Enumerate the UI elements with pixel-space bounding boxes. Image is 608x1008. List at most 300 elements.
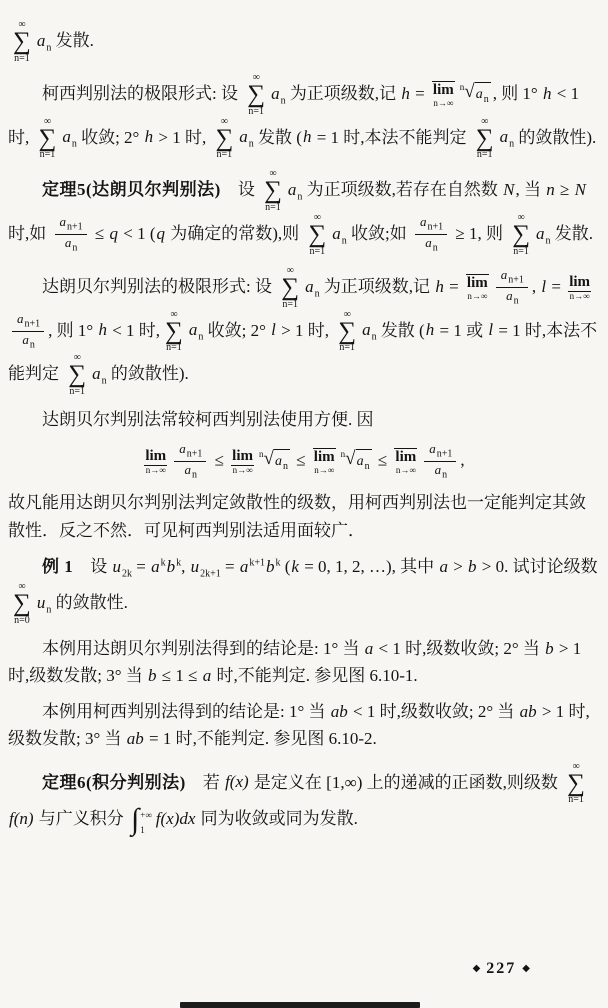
sigma-symbol: ∑	[13, 590, 31, 618]
var-subscript: n+1	[24, 318, 41, 330]
text-run: 为正项级数,若存在自然数	[302, 180, 503, 200]
math-var: f(x)	[225, 772, 249, 792]
paragraph	[8, 442, 598, 481]
var-subscript: n+1	[186, 448, 203, 460]
sum-lower-limit: n=1	[309, 245, 326, 257]
text-run: ≤	[373, 450, 392, 470]
var-subscript: n	[371, 331, 377, 343]
math-var: h	[543, 83, 552, 103]
var-superscript: k+1	[249, 557, 265, 569]
sum-upper-limit: ∞	[517, 212, 525, 223]
sum-upper-limit: ∞	[18, 581, 26, 593]
math-fraction	[424, 442, 456, 481]
sum-upper-limit: ∞	[73, 352, 81, 364]
math-var	[91, 364, 107, 387]
sum-upper-limit: ∞	[481, 115, 489, 127]
var-subscript: n	[101, 375, 107, 387]
var-subscript: n	[432, 242, 438, 254]
limit-subscript: n→∞	[467, 291, 488, 302]
limit-subscript: n→∞	[145, 465, 166, 476]
math-sum	[13, 582, 31, 626]
limit-word: lim	[145, 448, 167, 465]
math-sum	[338, 310, 356, 354]
math-var	[188, 320, 204, 343]
sigma-symbol: ∑	[308, 221, 327, 248]
text-run: < 1 (	[118, 223, 156, 243]
var-superscript: k	[160, 557, 166, 569]
math-sum	[512, 213, 530, 257]
var-subscript: n+1	[436, 448, 453, 460]
sigma-symbol: ∑	[215, 124, 234, 152]
sum-upper-limit: ∞	[252, 71, 260, 83]
text-run: 时,不能判定. 参见图 6.10-1.	[212, 666, 418, 686]
var-letter: a	[239, 556, 249, 576]
var-subscript: n	[483, 93, 489, 105]
integral-upper-limit: +∞	[140, 809, 152, 820]
var-letter: a	[17, 310, 24, 326]
var-letter: a	[362, 320, 371, 340]
limit-word: lim	[569, 274, 591, 291]
var-superscript: k	[275, 557, 281, 569]
math-fraction	[55, 215, 87, 254]
fraction-numerator	[415, 215, 447, 235]
text-run: 为正项级数,记	[285, 83, 401, 103]
limit-word: lim	[313, 449, 335, 466]
text-run: 同为收敛或同为发散.	[196, 809, 358, 829]
text-run: > 1 时,级数发散; 3° 当	[8, 638, 582, 686]
var-letter: a	[179, 441, 186, 457]
sum-upper-limit: ∞	[343, 308, 351, 320]
limit-word: lim	[466, 275, 488, 292]
paragraph	[8, 553, 598, 626]
var-letter: a	[419, 214, 427, 230]
var-subscript: n	[72, 242, 78, 254]
radical-symbol: √	[464, 80, 475, 102]
math-var	[265, 557, 281, 576]
var-letter: a	[92, 364, 101, 384]
limit-word: lim	[395, 449, 417, 466]
text-run: > 0. 试讨论级数	[477, 556, 598, 576]
math-limit	[144, 448, 167, 475]
var-letter: a	[499, 127, 509, 147]
root-index: n	[259, 448, 264, 459]
fraction-numerator	[496, 268, 528, 288]
sum-upper-limit: ∞	[220, 115, 228, 127]
math-var	[270, 83, 286, 106]
var-subscript: n	[198, 331, 204, 343]
math-var: q	[156, 223, 165, 243]
text-run: > 1 时,级数发散; 3° 当	[8, 702, 590, 749]
sigma-symbol: ∑	[165, 317, 183, 345]
sigma-symbol: ∑	[38, 124, 57, 152]
var-subscript: n	[545, 235, 551, 247]
fraction-denominator	[424, 235, 438, 254]
sum-upper-limit: ∞	[269, 168, 277, 180]
var-letter: b	[166, 556, 176, 576]
radical-symbol: √	[263, 447, 274, 469]
var-subscript: n	[248, 138, 254, 150]
sigma-symbol: ∑	[512, 221, 531, 248]
text-run: ,	[460, 450, 465, 470]
text-run: 与广义积分	[34, 809, 129, 829]
paragraph	[8, 635, 598, 689]
theorem-label: 定理6(积分判别法)	[42, 772, 186, 792]
math-limit	[466, 274, 489, 301]
text-run: = 0, 1, 2, …), 其中	[299, 556, 439, 576]
math-limit	[432, 81, 455, 108]
page-number-value: 227	[486, 960, 517, 977]
var-subscript: n+1	[67, 221, 83, 233]
math-var: N	[503, 180, 515, 200]
fraction-numerator	[55, 215, 87, 235]
text-run: 发散 (	[376, 320, 425, 340]
text-run: 发散 (	[253, 127, 302, 147]
text-run: = 1 时,不能判定. 参见图 6.10-2.	[144, 729, 377, 749]
sum-lower-limit: n=1	[339, 342, 355, 354]
limit-subscript: n→∞	[395, 465, 416, 476]
text-run: ≤	[210, 450, 229, 470]
math-nth-root	[460, 82, 491, 108]
sum-lower-limit: n=1	[282, 298, 298, 310]
var-subscript: n	[364, 460, 370, 472]
sigma-symbol: ∑	[475, 124, 494, 152]
text-run: < 1 时,级数收敛; 2° 当	[348, 702, 519, 722]
paragraph	[8, 762, 598, 836]
var-letter: a	[274, 453, 282, 469]
var-subscript: n	[442, 469, 448, 481]
root-index: n	[459, 81, 465, 92]
math-var: h	[401, 83, 410, 103]
limit-subscript: n→∞	[569, 291, 590, 302]
fraction-numerator	[174, 442, 206, 462]
math-var	[150, 557, 166, 576]
math-var	[499, 127, 515, 150]
sum-lower-limit: n=1	[568, 794, 584, 806]
page-number-ornament-right: ◆	[522, 963, 530, 974]
paragraph	[8, 698, 598, 752]
text-run: ≤	[90, 223, 109, 243]
text-run: 的敛散性.	[51, 592, 128, 612]
sigma-symbol: ∑	[281, 273, 300, 301]
var-letter: a	[506, 288, 513, 304]
sigma-symbol: ∑	[567, 769, 585, 797]
text-run: 为确定的常数),则	[165, 223, 304, 243]
var-letter: a	[271, 83, 280, 103]
sum-lower-limit: n=1	[166, 342, 182, 354]
page-number	[473, 960, 530, 978]
math-var	[331, 223, 347, 247]
var-subscript: n	[29, 339, 35, 351]
text-run: > 1 时,	[276, 320, 334, 340]
math-var	[361, 320, 377, 343]
scan-artifact	[180, 1002, 420, 1008]
paragraph	[8, 489, 598, 543]
limit-word: lim	[232, 448, 254, 465]
var-letter: a	[305, 276, 314, 296]
math-sum	[264, 169, 282, 213]
var-letter: u	[190, 556, 200, 576]
var-letter: a	[59, 214, 66, 230]
paragraph	[8, 73, 598, 161]
var-subscript: n	[71, 138, 77, 150]
sum-lower-limit: n=1	[476, 149, 493, 161]
var-subscript: n	[46, 42, 52, 54]
math-var: f(x)dx	[155, 809, 196, 829]
text-run: = 1 时,本法不能判定	[312, 127, 471, 147]
math-var: n	[546, 180, 555, 200]
var-letter: a	[475, 86, 483, 102]
math-sum	[13, 20, 31, 64]
math-fraction	[496, 268, 528, 307]
math-fraction	[12, 312, 44, 351]
text-run: 故凡能用达朗贝尔判别法判定敛散性的级数，用柯西判别法也一定能判定其敛散性．反之不然．可见柯西判别法适用面较广．	[8, 493, 586, 540]
var-subscript: n+1	[508, 274, 524, 286]
text-run: , 则 1°	[492, 83, 542, 103]
text-run: 是定义在 [1,∞) 上的递减的正函数,则级数	[249, 772, 563, 792]
math-sum	[165, 310, 183, 354]
var-letter: a	[239, 127, 248, 147]
text-run: 设	[73, 556, 112, 576]
fraction-numerator	[12, 312, 44, 332]
math-fraction	[415, 215, 447, 254]
var-subscript: n	[192, 469, 197, 481]
sum-lower-limit: n=1	[69, 386, 85, 397]
math-var: b	[148, 666, 157, 686]
var-letter: a	[425, 235, 432, 251]
math-var: ab	[330, 702, 348, 722]
math-var: h	[144, 127, 154, 147]
math-var: a	[364, 638, 374, 658]
math-sum	[476, 117, 494, 161]
text-run: 为正项级数,记	[319, 276, 435, 296]
var-letter: a	[22, 331, 29, 347]
page-number-ornament-left: ◆	[472, 963, 481, 974]
var-subscript: n+1	[427, 221, 444, 233]
sum-lower-limit: n=1	[513, 245, 529, 257]
theorem-label: 例 1	[42, 556, 74, 576]
sigma-symbol: ∑	[247, 80, 266, 108]
text-run: ≥	[555, 180, 574, 200]
math-limit	[394, 448, 417, 475]
math-var: l	[271, 320, 276, 340]
text-run: (	[280, 556, 291, 576]
text-run: < 1 时,	[8, 83, 580, 147]
var-subscript: 2k	[122, 568, 132, 580]
sum-upper-limit: ∞	[170, 308, 178, 320]
math-var	[166, 557, 182, 576]
text-run: 设	[220, 180, 260, 200]
radical-symbol: √	[345, 447, 356, 469]
radicand	[274, 449, 290, 475]
text-run: =	[132, 556, 151, 576]
math-var	[238, 127, 254, 150]
var-letter: b	[265, 556, 275, 576]
paragraph	[8, 406, 598, 433]
math-sum	[567, 762, 585, 806]
math-nth-root	[341, 449, 372, 475]
var-subscript: 2k+1	[200, 568, 221, 580]
text-run: = 1 或	[435, 320, 488, 340]
text-run: 发散.	[51, 30, 94, 50]
var-letter: a	[429, 441, 436, 457]
var-letter: a	[184, 462, 191, 478]
text-run: 发散.	[550, 223, 594, 243]
integral-limits	[140, 809, 152, 836]
text-run: ,	[531, 276, 541, 296]
var-subscript: n	[282, 460, 288, 472]
var-letter: u	[36, 592, 46, 612]
math-var	[287, 180, 303, 203]
math-var	[190, 556, 221, 580]
paragraph	[8, 20, 598, 64]
math-var: h	[425, 320, 435, 340]
text-run: ≤	[291, 450, 310, 470]
text-run: >	[448, 556, 468, 576]
sigma-symbol: ∑	[13, 28, 31, 55]
text-run: 柯西判别法的极限形式: 设	[42, 83, 243, 103]
fraction-denominator	[64, 235, 78, 254]
text-run: 达朗贝尔判别法常较柯西判别法使用方便. 因	[42, 410, 374, 429]
var-superscript: k	[176, 557, 182, 569]
math-limit	[231, 448, 254, 475]
var-letter: a	[500, 267, 508, 283]
var-letter: a	[434, 462, 442, 478]
sum-lower-limit: n=1	[39, 149, 56, 161]
math-sum	[215, 117, 233, 161]
text-run: < 1 时,级数收敛; 2° 当	[374, 638, 545, 658]
text-run: 的敛散性).	[106, 364, 189, 384]
math-sum	[281, 266, 299, 310]
text-run: , 当	[515, 180, 546, 200]
var-subscript: n	[46, 604, 52, 616]
var-letter: a	[62, 127, 71, 147]
math-var: b	[468, 556, 477, 576]
math-sum	[308, 213, 326, 257]
limit-subscript: n→∞	[232, 465, 253, 476]
var-subscript: n	[280, 94, 286, 106]
var-letter: u	[112, 556, 121, 576]
integral-symbol: ∫	[131, 803, 140, 837]
var-letter: a	[332, 223, 341, 243]
math-limit	[568, 274, 591, 301]
sum-upper-limit: ∞	[313, 212, 321, 223]
var-letter: a	[64, 235, 72, 251]
text-run: > 1 时,	[154, 127, 211, 147]
theorem-label: 定理5(达朗贝尔判别法)	[42, 180, 221, 200]
paragraph	[8, 266, 598, 397]
math-var: h	[98, 320, 107, 340]
sum-lower-limit: n=1	[216, 149, 233, 161]
text-run: =	[220, 556, 239, 576]
math-var	[112, 556, 133, 580]
math-sum	[247, 73, 265, 117]
math-sum	[39, 117, 57, 161]
text-run: ,	[181, 556, 190, 576]
limit-subscript: n→∞	[314, 465, 335, 476]
radicand	[356, 449, 372, 475]
var-letter: a	[188, 320, 198, 340]
sum-upper-limit: ∞	[43, 115, 51, 127]
sigma-symbol: ∑	[68, 361, 87, 389]
math-var	[36, 592, 52, 616]
var-letter: a	[536, 223, 545, 243]
sigma-symbol: ∑	[338, 317, 357, 345]
limit-subscript: n→∞	[433, 98, 454, 109]
math-var: ab	[126, 729, 144, 749]
text-run: 收敛;如	[346, 223, 411, 243]
math-var: h	[435, 276, 444, 296]
text-run: 的敛散性).	[514, 127, 597, 147]
paragraph	[8, 169, 598, 257]
math-var	[239, 557, 265, 576]
text-run: =	[410, 83, 429, 103]
fraction-numerator	[424, 442, 456, 462]
sum-upper-limit: ∞	[286, 264, 294, 276]
var-letter: a	[36, 30, 46, 50]
text-run: ≥ 1, 则	[451, 223, 508, 243]
text-run: =	[444, 276, 463, 296]
math-var	[36, 30, 52, 54]
math-integral	[131, 805, 152, 835]
var-subscript: n	[314, 287, 320, 299]
var-letter: a	[356, 453, 364, 469]
text-run: 收敛; 2°	[76, 127, 144, 147]
var-letter: a	[287, 180, 297, 200]
sigma-symbol: ∑	[264, 177, 282, 205]
sum-lower-limit: n=1	[265, 202, 281, 213]
text-run: 时,如	[8, 223, 51, 243]
text-run: = 1 时,本法不能判定	[8, 320, 598, 384]
text-run: ≤ 1 ≤	[157, 666, 202, 686]
var-letter: a	[151, 556, 160, 576]
math-var: b	[545, 638, 554, 658]
math-limit	[313, 448, 336, 475]
fraction-denominator	[505, 288, 519, 307]
var-subscript: n	[297, 191, 303, 203]
math-sum	[68, 353, 86, 397]
math-var	[61, 127, 77, 150]
radicand	[475, 82, 491, 108]
math-var: N	[574, 180, 586, 200]
text-run: =	[547, 276, 566, 296]
math-fraction	[174, 442, 206, 481]
integral-lower-limit: 1	[140, 825, 145, 836]
math-var: f(n)	[9, 809, 34, 829]
text-run: 本例用柯西判别法得到的结论是: 1° 当	[42, 702, 330, 722]
text-run: < 1 时,	[107, 320, 161, 340]
fraction-denominator	[434, 462, 448, 481]
text-run: 达朗贝尔判别法的极限形式: 设	[42, 276, 277, 296]
math-var	[535, 223, 551, 247]
fraction-denominator	[21, 332, 35, 351]
var-subscript: n	[341, 235, 347, 247]
sum-upper-limit: ∞	[18, 19, 26, 30]
math-var: a	[202, 666, 212, 686]
sum-upper-limit: ∞	[572, 760, 580, 772]
fraction-denominator	[184, 462, 198, 481]
math-var: h	[302, 127, 312, 147]
math-var: a	[439, 556, 448, 576]
sum-lower-limit: n=1	[14, 52, 30, 64]
math-var: k	[291, 556, 299, 576]
limit-word: lim	[432, 82, 454, 99]
var-subscript: n	[513, 295, 519, 307]
text-run: 若	[185, 772, 225, 792]
root-index: n	[340, 448, 346, 459]
math-var: q	[109, 223, 118, 243]
math-var: l	[488, 320, 494, 340]
text-run: , 则 1°	[48, 320, 98, 340]
